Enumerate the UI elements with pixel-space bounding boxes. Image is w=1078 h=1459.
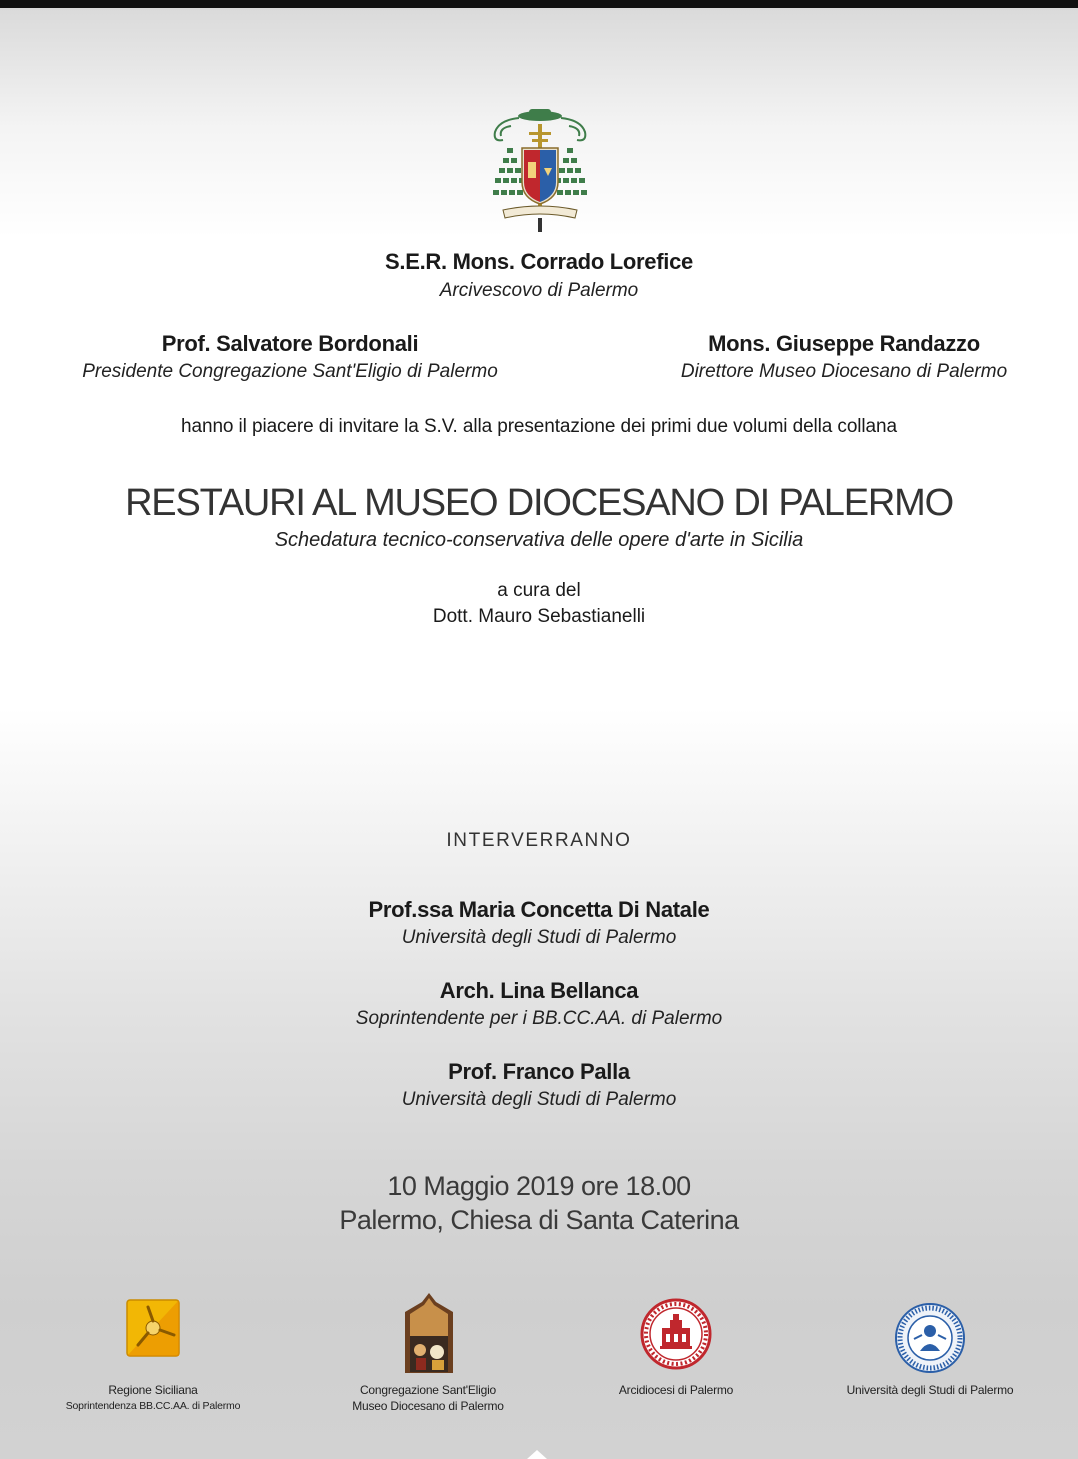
event-datetime: 10 Maggio 2019 ore 18.00 — [387, 1171, 691, 1201]
logo-label-congregazione — [318, 1382, 538, 1414]
congregation-emblem-icon — [404, 1292, 454, 1374]
logo-line: Arcidiocesi di Palermo — [618, 1383, 734, 1397]
speaker-name: Prof. Franco Palla — [448, 1059, 630, 1084]
speakers-heading: INTERVERRANNO — [446, 830, 632, 851]
speaker-name: Prof.ssa Maria Concetta Di Natale — [368, 897, 710, 922]
curator-name: Dott. Mauro Sebastianelli — [432, 606, 646, 627]
logo-line: Regione Siciliana — [108, 1383, 198, 1397]
host-name-left: Prof. Salvatore Bordonali — [161, 331, 419, 356]
series-subtitle: Schedatura tecnico-conservativa delle opere d'arte in Sicilia — [274, 529, 804, 551]
logo-line: Museo Diocesano di Palermo — [352, 1399, 504, 1413]
series-title: RESTAURI AL MUSEO DIOCESANO DI PALERMO — [125, 482, 953, 524]
speaker-role: Soprintendente per i BB.CC.AA. di Palermo — [355, 1008, 723, 1029]
university-seal-icon — [892, 1301, 968, 1375]
speaker-role: Università degli Studi di Palermo — [401, 927, 677, 948]
host-name-right: Mons. Giuseppe Randazzo — [708, 331, 980, 356]
archbishop-name: S.E.R. Mons. Corrado Lorefice — [385, 249, 693, 274]
speaker-name: Arch. Lina Bellanca — [439, 978, 639, 1003]
host-role-right: Direttore Museo Diocesano di Palermo — [680, 361, 1008, 382]
logo-label-universita — [820, 1382, 1040, 1398]
coat-of-arms-icon — [489, 106, 591, 234]
top-bar — [0, 0, 1078, 8]
chevron-up-icon[interactable] — [527, 1450, 547, 1459]
event-place: Palermo, Chiesa di Santa Caterina — [339, 1205, 739, 1235]
logo-label-regione — [40, 1382, 266, 1414]
archdiocese-seal-icon — [640, 1298, 712, 1370]
invitation-page — [0, 8, 1078, 1459]
logo-label-arcidiocesi — [576, 1382, 776, 1398]
logo-line: Università degli Studi di Palermo — [846, 1383, 1014, 1397]
curator-intro: a cura del — [497, 580, 581, 601]
invite-text: hanno il piacere di invitare la S.V. alla presentazione dei primi due volumi della collana — [181, 416, 897, 437]
speaker-role: Università degli Studi di Palermo — [401, 1089, 677, 1110]
logo-line: Congregazione Sant'Eligio — [359, 1383, 497, 1397]
host-role-left: Presidente Congregazione Sant'Eligio di Palermo — [82, 361, 498, 382]
logo-line: Soprintendenza BB.CC.AA. di Palermo — [65, 1400, 241, 1412]
archbishop-role: Arcivescovo di Palermo — [439, 280, 639, 301]
trinacria-icon — [126, 1299, 180, 1357]
